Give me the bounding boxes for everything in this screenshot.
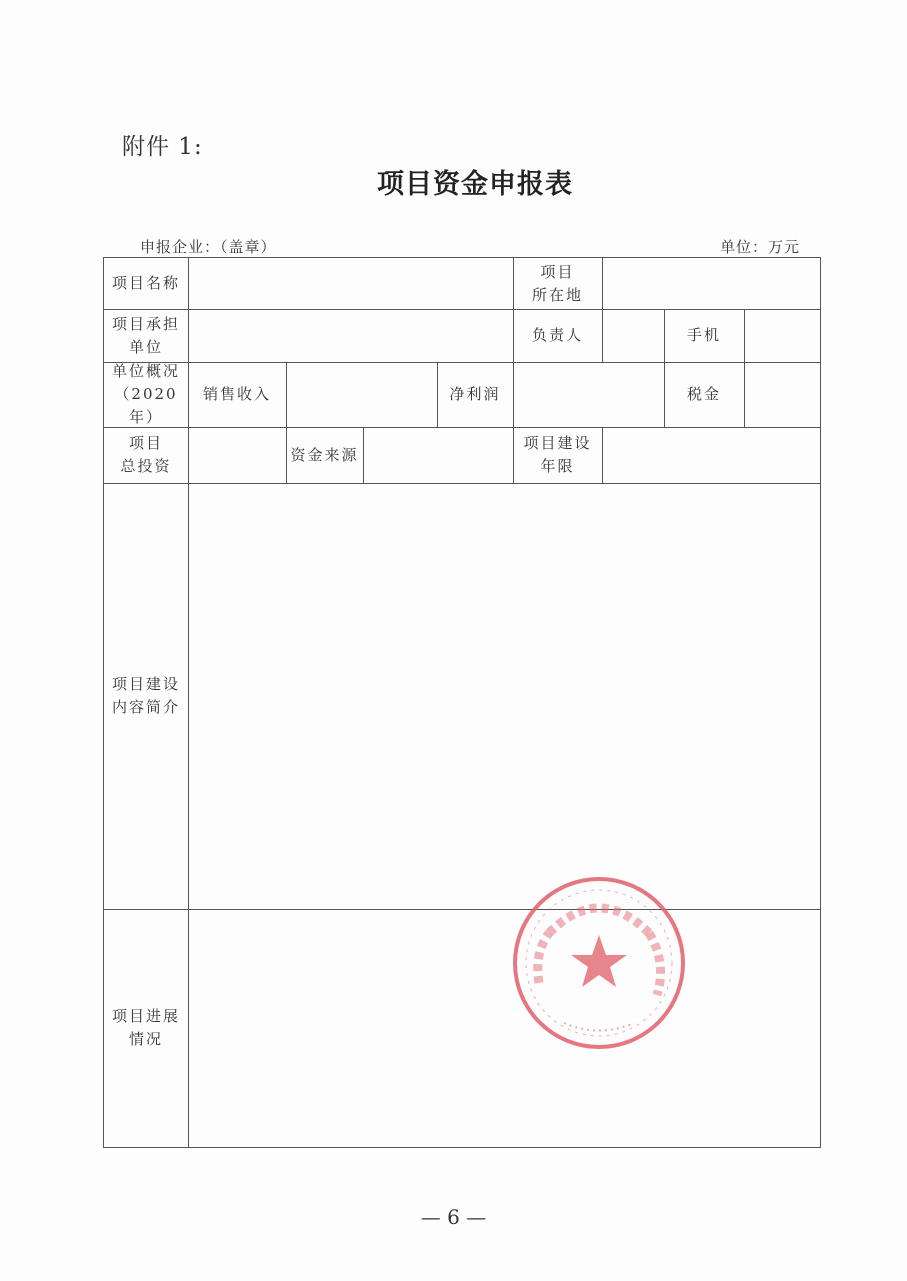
applicant-label: 申报企业：（盖章） (140, 238, 277, 256)
page-number: — 6 — (420, 1205, 487, 1229)
label-total-investment: 项目 总投资 (120, 434, 172, 475)
attachment-label: 附件 1: (122, 134, 203, 160)
unit-label: 单位：万元 (719, 238, 800, 256)
form-title: 项目资金申报表 (377, 169, 573, 200)
total-investment-field (188, 427, 286, 483)
label-project-name: 项目名称 (111, 274, 180, 292)
construction-content-field (188, 483, 820, 909)
label-undertaking-unit: 项目承担 单位 (111, 314, 180, 356)
label-construction-content: 项目建设 内容简介 (111, 675, 180, 716)
construction-period-field (602, 427, 820, 483)
label-mobile: 手机 (686, 326, 721, 344)
net-profit-field (513, 362, 664, 427)
seal-serial-arc (564, 1023, 634, 1031)
seal-lettering-arc (538, 933, 549, 983)
funding-source-field (363, 427, 513, 483)
mobile-field (744, 309, 820, 362)
undertaking-unit-field (188, 309, 513, 362)
seal-lettering-arc (549, 908, 649, 933)
label-progress: 项目进展 情况 (111, 1007, 180, 1048)
label-funding-source: 资金来源 (290, 445, 359, 464)
seal-lettering-arc (649, 933, 661, 995)
label-net-profit: 净利润 (449, 385, 501, 403)
sales-revenue-field (286, 362, 437, 427)
progress-field (188, 909, 820, 1147)
label-responsible-person: 负责人 (531, 326, 583, 344)
label-sales-revenue: 销售收入 (202, 385, 271, 403)
label-construction-period: 项目建设 年限 (523, 434, 592, 475)
label-unit-overview: 单位概况 （2020 年） (111, 362, 180, 426)
responsible-person-field (602, 309, 664, 362)
label-tax: 税金 (686, 385, 721, 403)
application-form-table (103, 257, 821, 1148)
tax-field (744, 362, 820, 427)
project-location-field (602, 258, 820, 309)
seal-star-icon (571, 935, 627, 987)
project-name-field (188, 258, 513, 309)
official-seal-stamp (509, 873, 689, 1053)
label-project-location: 项目 所在地 (531, 262, 583, 304)
